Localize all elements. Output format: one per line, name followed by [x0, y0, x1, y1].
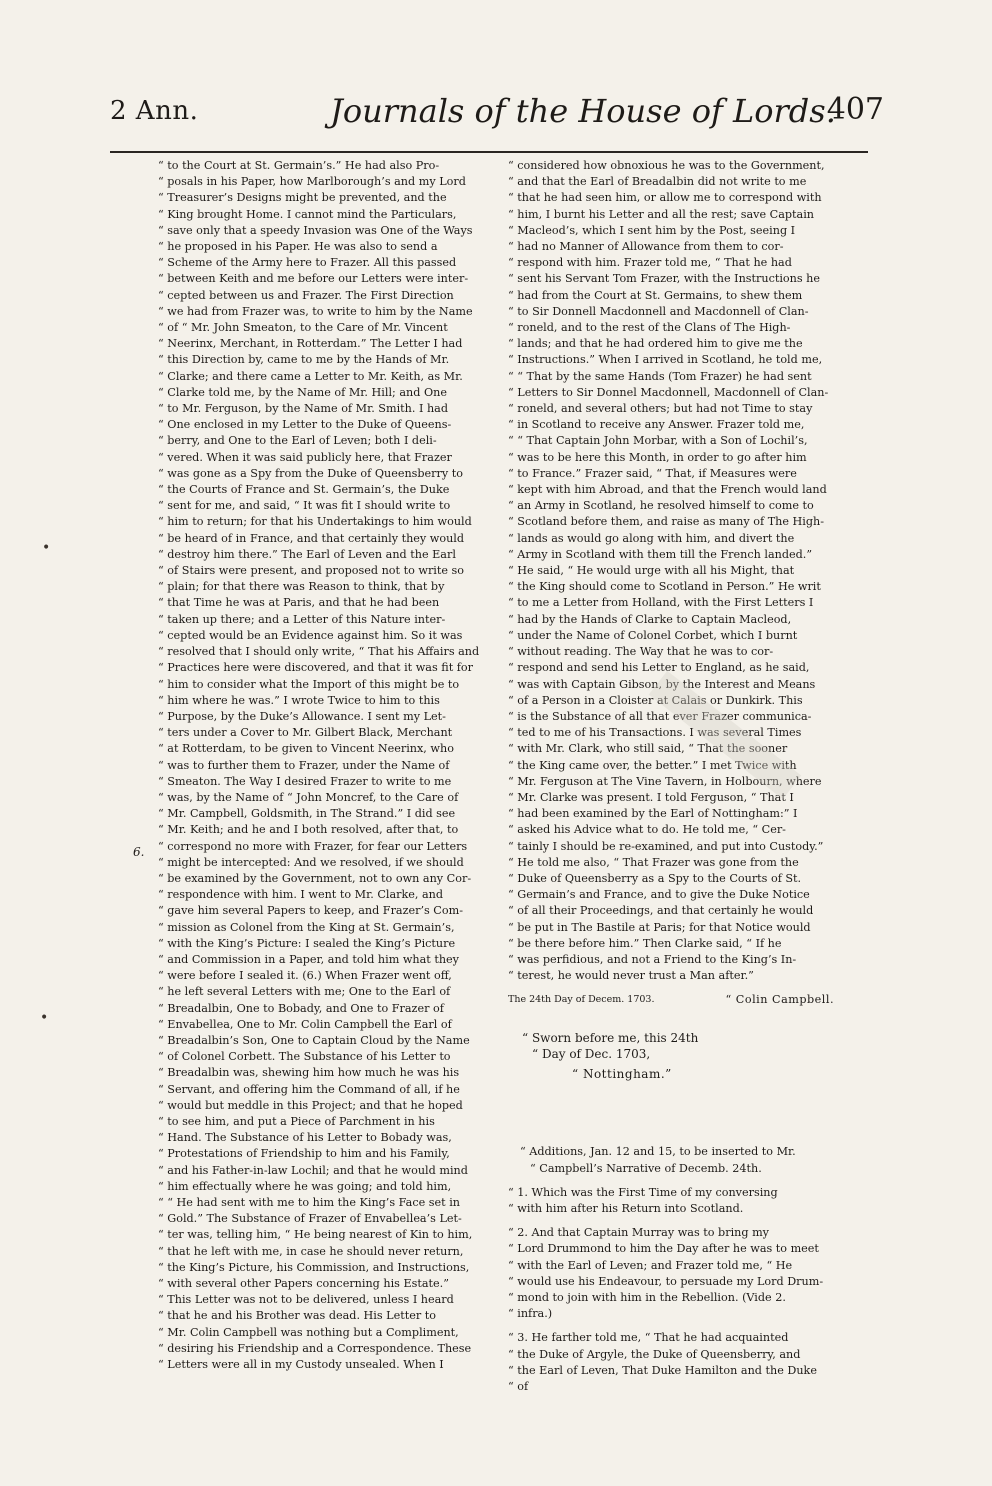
text-line: “ Smeaton. The Way I desired Frazer to write to me	[158, 774, 452, 788]
text-line: “ King brought Home. I cannot mind the Particulars,	[158, 207, 457, 221]
text-line: “ Protestations of Friendship to him and his Family,	[158, 1147, 450, 1161]
running-title: Journals of the House of Lords.	[330, 92, 836, 130]
text-line: “ sent his Servant Tom Frazer, with the Instructions he	[508, 272, 820, 286]
text-line: “ with the King’s Picture: I sealed the King’s Picture	[158, 936, 456, 950]
text-line: “ be put in The Bastile at Paris; for that Notice would	[508, 920, 811, 934]
text-line: “ was to further them to Frazer, under the Name of	[158, 758, 450, 772]
text-line: “ without reading. The Way that he was to cor-	[508, 645, 774, 659]
text-line: “ 3. He farther told me, “ That he had acquainted	[508, 1331, 789, 1345]
text-line: “ Practices here were discovered, and that it was fit for	[158, 661, 474, 675]
text-line: “ we had from Frazer was, to write to him by the Name	[158, 304, 473, 318]
text-line: “ Instructions.” When I arrived in Scotland, he told me,	[508, 353, 823, 367]
text-line: “ he proposed in his Paper. He was also to send a	[158, 240, 438, 254]
text-line: “ lands as would go along with him, and divert the	[508, 531, 795, 545]
text-line: “ of	[508, 1380, 529, 1393]
text-line: “ to see him, and put a Piece of Parchment in his	[158, 1114, 435, 1128]
addition-item	[508, 1225, 844, 1322]
sworn-line: “ Sworn before me, this 24th	[522, 1031, 699, 1046]
text-line: “ Mr. Keith; and he and I both resolved, after that, to	[158, 823, 459, 837]
text-line: “ asked his Advice what to do. He told me, “ Cer-	[508, 823, 786, 837]
text-line: “ with the Earl of Leven; and Frazer told me, “ He	[508, 1258, 793, 1272]
text-line: “ respond and send his Letter to England, as he said,	[508, 661, 810, 675]
text-line: “ and Commission in a Paper, and told him what they	[158, 952, 460, 966]
text-line: “ is the Substance of all that ever Frazer communica-	[508, 709, 812, 723]
text-line: “ were before I sealed it. (6.) When Frazer went off,	[158, 969, 452, 983]
text-line: “ Breadalbin’s Son, One to Captain Cloud by the Name	[158, 1033, 470, 1047]
text-line: “ of all their Proceedings, and that certainly he would	[508, 904, 814, 918]
text-line: “ the Courts of France and St. Germain’s, the Duke	[158, 483, 450, 497]
text-line: “ cepted between us and Frazer. The First Direction	[158, 288, 454, 302]
text-line: “ cepted would be an Evidence against him. So it was	[158, 628, 463, 642]
text-line: “ mission as Colonel from the King at St. Germain’s,	[158, 920, 455, 934]
sworn-block	[508, 1030, 844, 1082]
text-line: “ lands; and that he had ordered him to give me the	[508, 337, 803, 351]
text-line: “ save only that a speedy Invasion was One of the Ways	[158, 223, 473, 237]
text-line: “ 2. And that Captain Murray was to bring my	[508, 1226, 769, 1240]
text-line: “ Purpose, by the Duke’s Allowance. I sent my Let-	[158, 709, 446, 723]
text-line: “ He told me also, “ That Frazer was gone from the	[508, 855, 799, 869]
text-line: “ Breadalbin was, shewing him how much he was his	[158, 1066, 460, 1080]
text-line: “ at Rotterdam, to be given to Vincent Neerinx, who	[158, 742, 454, 756]
text-line: “ be examined by the Government, not to own any Cor-	[158, 871, 472, 885]
sworn-signatory: “ Nottingham.”	[572, 1067, 672, 1082]
text-line: “ One enclosed in my Letter to the Duke of Queens-	[158, 418, 452, 432]
additions-heading: “ Additions, Jan. 12 and 15, to be inserted to Mr.	[520, 1145, 796, 1159]
text-line: “ of “ Mr. John Smeaton, to the Care of Mr. Vincent	[158, 321, 448, 335]
text-line: “ the King’s Picture, his Commission, and Instructions,	[158, 1260, 470, 1274]
text-line: “ with Mr. Clark, who still said, “ That the sooner	[508, 742, 788, 756]
text-line: “ kept with him Abroad, and that the French would land	[508, 483, 827, 497]
text-line: “ was gone as a Spy from the Duke of Queensberry to	[158, 466, 463, 480]
text-line: “ and his Father-in-law Lochil; and that he would mind	[158, 1163, 468, 1177]
text-line: “ Scheme of the Army here to Frazer. All this passed	[158, 256, 457, 270]
text-line: “ him, I burnt his Letter and all the rest; save Captain	[508, 207, 815, 221]
text-line: “ had by the Hands of Clarke to Captain Macleod,	[508, 612, 792, 626]
text-line: “ the King came over, the better.” I met Twice with	[508, 758, 797, 772]
text-line: “ vered. When it was said publicly here, that Frazer	[158, 450, 452, 464]
text-line: “ to Mr. Ferguson, by the Name of Mr. Smith. I had	[158, 402, 448, 416]
addition-item	[508, 1185, 844, 1217]
text-line: “ terest, he would never trust a Man after.”	[508, 969, 754, 983]
text-line: “ Breadalbin, One to Bobady, and One to Frazer of	[158, 1001, 444, 1015]
margin-note: 6.	[133, 845, 145, 859]
text-line: “ Letters to Sir Donnel Macdonnell, Macdonnell of Clan-	[508, 385, 829, 399]
text-line: “ was, by the Name of “ John Moncref, to the Care of	[158, 790, 459, 804]
text-line: “ had from the Court at St. Germains, to shew them	[508, 288, 803, 302]
text-line: “ this Direction by, came to me by the Hands of Mr.	[158, 353, 450, 367]
right-column-text	[508, 158, 844, 984]
text-line: “ destroy him there.” The Earl of Leven and the Earl	[158, 547, 456, 561]
text-line: “ and that the Earl of Breadalbin did not write to me	[508, 175, 807, 189]
text-line: “ him to consider what the Import of this might be to	[158, 677, 460, 691]
text-line: “ Mr. Clarke was present. I told Ferguson, “ That I	[508, 790, 794, 804]
text-line: “ to the Court at St. Germain’s.” He had also Pro-	[158, 159, 440, 172]
text-line: “ he left several Letters with me; One to the Earl of	[158, 985, 451, 999]
text-line: “ him to return; for that his Undertakings to him would	[158, 515, 472, 529]
text-line: “ Lord Drummond to him the Day after he was to meet	[508, 1242, 819, 1256]
text-line: “ “ That Captain John Morbar, with a Son of Lochil’s,	[508, 434, 808, 448]
text-line: “ Envabellea, One to Mr. Colin Campbell the Earl of	[158, 1017, 452, 1031]
text-line: “ Gold.” The Substance of Frazer of Envabellea’s Let-	[158, 1212, 462, 1226]
text-line: “ ter was, telling him, “ He being nearest of Kin to him,	[158, 1228, 473, 1242]
signature-date: The 24th Day of Decem. 1703.	[508, 994, 655, 1006]
text-line: “ Macleod’s, which I sent him by the Post, seeing I	[508, 223, 796, 237]
text-line: “ correspond no more with Frazer, for fear our Letters	[158, 839, 468, 853]
text-line: “ an Army in Scotland, he resolved himself to come to	[508, 499, 814, 513]
text-line: “ the King should come to Scotland in Person.” He writ	[508, 580, 821, 594]
text-line: “ with several other Papers concerning his Estate.”	[158, 1277, 449, 1291]
text-line: “ tainly I should be re-examined, and put into Custody.”	[508, 839, 824, 853]
text-line: “ berry, and One to the Earl of Leven; both I deli-	[158, 434, 437, 448]
additions-block	[508, 1144, 844, 1395]
text-line: “ resolved that I should only write, “ That his Affairs and	[158, 645, 480, 659]
text-line: “ of Stairs were present, and proposed not to write so	[158, 564, 465, 578]
text-line: “ to me a Letter from Holland, with the First Letters I	[508, 596, 814, 610]
additions-heading: “ Campbell’s Narrative of Decemb. 24th.	[530, 1161, 762, 1175]
text-line: “ Germain’s and France, and to give the Duke Notice	[508, 888, 810, 902]
text-line: “ to Sir Donnell Macdonnell and Macdonnell of Clan-	[508, 304, 809, 318]
addition-item	[508, 1330, 844, 1395]
text-line: “ with him after his Return into Scotland.	[508, 1201, 744, 1215]
text-line: “ plain; for that there was Reason to think, that by	[158, 580, 445, 594]
text-line: “ desiring his Friendship and a Correspondence. These	[158, 1341, 472, 1355]
margin-mark: •	[40, 1010, 49, 1026]
text-line: “ “ That by the same Hands (Tom Frazer) he had sent	[508, 369, 812, 383]
text-line: “ Army in Scotland with them till the French landed.”	[508, 547, 813, 561]
text-line: “ that he left with me, in case he should never return,	[158, 1244, 464, 1258]
text-line: “ of a Person in a Cloister at Calais or Dunkirk. This	[508, 693, 803, 707]
text-line: “ him where he was.” I wrote Twice to him to this	[158, 693, 440, 707]
text-line: “ Mr. Campbell, Goldsmith, in The Strand.” I did see	[158, 807, 456, 821]
text-line: “ Mr. Colin Campbell was nothing but a Compliment,	[158, 1325, 459, 1339]
page-header	[110, 92, 884, 152]
text-line: “ might be intercepted: And we resolved, if we should	[158, 855, 464, 869]
text-line: “ Letters were all in my Custody unsealed. When I	[158, 1358, 444, 1372]
text-line: “ taken up there; and a Letter of this Nature inter-	[158, 612, 446, 626]
text-line: “ between Keith and me before our Letters were inter-	[158, 272, 469, 286]
text-line: “ Neerinx, Merchant, in Rotterdam.” The Letter I had	[158, 337, 463, 351]
text-line: “ was to be here this Month, in order to go after him	[508, 450, 807, 464]
text-line: “ Clarke; and there came a Letter to Mr. Keith, as Mr.	[158, 369, 463, 383]
text-line: “ in Scotland to receive any Answer. Frazer told me,	[508, 418, 805, 432]
text-line: “ Mr. Ferguson at The Vine Tavern, in Holbourn, where	[508, 774, 822, 788]
signature-name: “ Colin Campbell.	[725, 993, 834, 1007]
text-line: “ was perfidious, and not a Friend to the King’s In-	[508, 952, 797, 966]
header-rule	[110, 151, 868, 153]
text-line: “ considered how obnoxious he was to the Government,	[508, 159, 825, 172]
text-line: “ would but meddle in this Project; and that he hoped	[158, 1098, 463, 1112]
sworn-line: “ Day of Dec. 1703,	[532, 1047, 651, 1062]
text-line: “ mond to join with him in the Rebellion. (Vide 2.	[508, 1290, 786, 1304]
text-line: “ This Letter was not to be delivered, unless I heard	[158, 1293, 454, 1307]
text-line: “ that he had seen him, or allow me to correspond with	[508, 191, 822, 205]
text-line: “ ters under a Cover to Mr. Gilbert Black, Merchant	[158, 726, 453, 740]
text-line: “ roneld, and several others; but had not Time to stay	[508, 402, 813, 416]
text-line: “ had been examined by the Earl of Nottingham:” I	[508, 807, 798, 821]
signature-block	[508, 992, 844, 1010]
text-line: “ Hand. The Substance of his Letter to Bobady was,	[158, 1131, 452, 1145]
text-line: “ 1. Which was the First Time of my conversing	[508, 1185, 778, 1199]
text-line: “ of Colonel Corbett. The Substance of his Letter to	[158, 1050, 451, 1064]
text-line: “ respondence with him. I went to Mr. Clarke, and	[158, 888, 444, 902]
margin-mark: •	[42, 540, 51, 556]
text-line: “ that Time he was at Paris, and that he had been	[158, 596, 440, 610]
text-line: “ ted to me of his Transactions. I was several Times	[508, 726, 802, 740]
text-line: “ Duke of Queensberry as a Spy to the Courts of St.	[508, 871, 802, 885]
page-number: 407	[826, 92, 884, 127]
text-line: “ He said, “ He would urge with all his Might, that	[508, 564, 795, 578]
text-line: “ gave him several Papers to keep, and Frazer’s Com-	[158, 904, 463, 918]
text-line: “ that he and his Brother was dead. His Letter to	[158, 1309, 436, 1323]
text-line: “ Servant, and offering him the Command of all, if he	[158, 1082, 460, 1096]
text-line: “ would use his Endeavour, to persuade my Lord Drum-	[508, 1274, 824, 1288]
text-line: “ sent for me, and said, “ It was fit I should write to	[158, 499, 451, 513]
text-line: “ respond with him. Frazer told me, “ That he had	[508, 256, 792, 270]
text-line: “ be there before him.” Then Clarke said, “ If he	[508, 936, 782, 950]
text-line: “ posals in his Paper, how Marlborough’s and my Lord	[158, 175, 466, 189]
text-line: “ was with Captain Gibson, by the Interest and Means	[508, 677, 816, 691]
text-line: “ Treasurer’s Designs might be prevented, and the	[158, 191, 447, 205]
text-line: “ be heard of in France, and that certainly they would	[158, 531, 465, 545]
text-line: “ had no Manner of Allowance from them to cor-	[508, 240, 784, 254]
text-line: “ under the Name of Colonel Corbet, which I burnt	[508, 628, 798, 642]
text-line: “ Scotland before them, and raise as many of The High-	[508, 515, 825, 529]
text-line: “ the Earl of Leven, That Duke Hamilton and the Duke	[508, 1363, 817, 1377]
text-line: “ to France.” Frazer said, “ That, if Measures were	[508, 466, 797, 480]
text-line: “ the Duke of Argyle, the Duke of Queensberry, and	[508, 1347, 801, 1361]
text-line: “ roneld, and to the rest of the Clans of The High-	[508, 321, 791, 335]
regnal-year: 2 Ann.	[110, 96, 199, 126]
text-line: “ Clarke told me, by the Name of Mr. Hill; and One	[158, 385, 447, 399]
text-line: “ infra.)	[508, 1307, 553, 1321]
additions-items	[508, 1185, 844, 1395]
text-line: “ “ He had sent with me to him the King’s Face set in	[158, 1196, 460, 1209]
left-column	[158, 158, 498, 1373]
text-line: “ him effectually where he was going; and told him,	[158, 1179, 452, 1193]
